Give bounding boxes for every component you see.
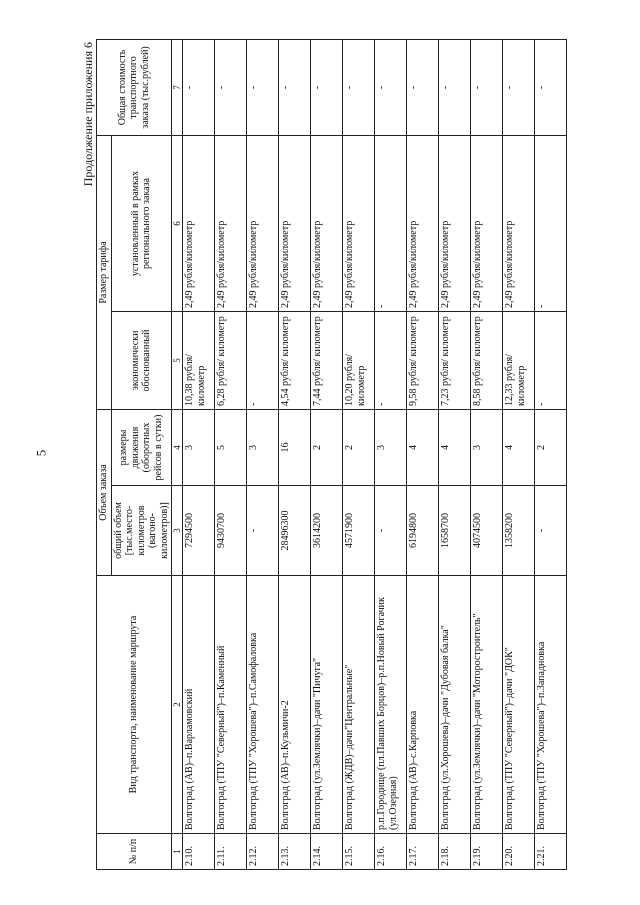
total-cost-value: - <box>343 39 375 135</box>
header-regional: установленный в рамках регионального заказа <box>111 135 172 311</box>
total-volume-value: - <box>247 486 279 576</box>
table-row <box>343 39 375 869</box>
continuation-caption: Продолжение приложения 6 <box>81 42 95 187</box>
economic-tariff-value: 9,58 рубля/ километр <box>407 311 439 409</box>
table-row <box>471 39 503 869</box>
traffic-size-value: 4 <box>503 409 535 485</box>
regional-tariff-value: 2,49 рубля/километр <box>503 135 535 311</box>
total-cost-value: - <box>375 39 407 135</box>
regional-tariff-value: 2,49 рубля/километр <box>311 135 343 311</box>
economic-tariff-value: - <box>247 311 279 409</box>
regional-tariff-value: 2,49 рубля/километр <box>439 135 471 311</box>
column-number: 1 <box>172 834 183 870</box>
total-cost-value: - <box>503 39 535 135</box>
total-cost-value: - <box>471 39 503 135</box>
header-volume-group: Объем заказа <box>97 409 112 575</box>
traffic-size-value: 5 <box>215 409 247 485</box>
economic-tariff-value: 8,58 рубля/ километр <box>471 311 503 409</box>
economic-tariff-value: 4,54 рубля/ километр <box>279 311 311 409</box>
economic-tariff-value: 7,44 рубля/ километр <box>311 311 343 409</box>
row-number: 2.18. <box>439 834 471 870</box>
table-row <box>407 39 439 869</box>
row-number: 2.19. <box>471 834 503 870</box>
regional-tariff-value: - <box>375 135 407 311</box>
regional-tariff-value: 2,49 рубля/километр <box>183 135 215 311</box>
traffic-size-value: 2 <box>535 409 567 485</box>
economic-tariff-value: 6,28 рубля/ километр <box>215 311 247 409</box>
route-name: Волгоград (ТПУ "Хорошева")–п.Самофаловка <box>247 576 279 834</box>
route-name: Волгоград (ТПУ "Северный")–дачи "ДОК" <box>503 576 535 834</box>
route-name: Волгоград (ул.Землячки)–дачи "Моторостроитель" <box>471 576 503 834</box>
regional-tariff-value: 2,49 рубля/километр <box>279 135 311 311</box>
table-row <box>247 39 279 869</box>
header-tariff-group: Размер тарифа <box>97 135 112 409</box>
row-number: 2.13. <box>279 834 311 870</box>
regional-tariff-value: 2,49 рубля/километр <box>407 135 439 311</box>
total-volume-value: 4074500 <box>471 486 503 576</box>
column-number: 6 <box>172 135 183 311</box>
column-number: 4 <box>172 409 183 485</box>
route-name: Волгоград (АВ)–с.Карповка <box>407 576 439 834</box>
table-body <box>183 39 567 869</box>
total-cost-value: - <box>215 39 247 135</box>
table-row <box>439 39 471 869</box>
economic-tariff-value: - <box>535 311 567 409</box>
row-number: 2.12. <box>247 834 279 870</box>
total-volume-value: 4571900 <box>343 486 375 576</box>
route-name: р.п.Городище (пл.Павших Борцов)–р.п.Новый Рогачик (ул.Озерная) <box>375 576 407 834</box>
column-number-row <box>172 39 183 869</box>
route-name: Волгоград (ЖДВ)–дачи"Центральные" <box>343 576 375 834</box>
traffic-size-value: 3 <box>183 409 215 485</box>
table-row <box>311 39 343 869</box>
header-num: № п/п <box>97 834 172 870</box>
row-number: 2.14. <box>311 834 343 870</box>
regional-tariff-value: 2,49 рубля/километр <box>215 135 247 311</box>
economic-tariff-value: 12,33 рубля/ километр <box>503 311 535 409</box>
total-volume-value: - <box>535 486 567 576</box>
traffic-size-value: 16 <box>279 409 311 485</box>
row-number: 2.17. <box>407 834 439 870</box>
column-number: 5 <box>172 311 183 409</box>
traffic-size-value: 2 <box>343 409 375 485</box>
regional-tariff-value: 2,49 рубля/километр <box>247 135 279 311</box>
row-number: 2.20. <box>503 834 535 870</box>
row-number: 2.11. <box>215 834 247 870</box>
total-cost-value: - <box>439 39 471 135</box>
total-volume-value: 28496300 <box>279 486 311 576</box>
transport-order-table <box>96 39 567 870</box>
table-row <box>183 39 215 869</box>
traffic-size-value: 3 <box>247 409 279 485</box>
total-volume-value: 9430700 <box>215 486 247 576</box>
total-cost-value: - <box>535 39 567 135</box>
traffic-size-value: 3 <box>471 409 503 485</box>
table-row <box>215 39 247 869</box>
header-row-top <box>97 39 112 869</box>
row-number: 2.15. <box>343 834 375 870</box>
route-name: Волгоград (АВ)–п.Варламовский <box>183 576 215 834</box>
total-volume-value: - <box>375 486 407 576</box>
total-volume-value: 7294500 <box>183 486 215 576</box>
column-number: 7 <box>172 39 183 135</box>
economic-tariff-value: 10,20 рубля/ километр <box>343 311 375 409</box>
traffic-size-value: 2 <box>311 409 343 485</box>
rotated-page-content <box>80 40 567 870</box>
page-number: 5 <box>33 449 49 457</box>
header-economic: экономически обоснованный <box>111 311 172 409</box>
route-name: Волгоград (ул.Хорошева)–дачи "Дубовая балка" <box>439 576 471 834</box>
table-row <box>279 39 311 869</box>
header-total-cost: Общая стоимость транспортного заказа (тыс.рублей) <box>97 39 172 135</box>
row-number: 2.10. <box>183 834 215 870</box>
row-number: 2.21. <box>535 834 567 870</box>
header-traffic-size: размеры движения (оборотных рейсов в сутки) <box>111 409 172 485</box>
total-volume-value: 1658700 <box>439 486 471 576</box>
total-cost-value: - <box>279 39 311 135</box>
total-cost-value: - <box>247 39 279 135</box>
total-volume-value: 1358200 <box>503 486 535 576</box>
table-row <box>503 39 535 869</box>
route-name: Волгоград (АВ)–п.Кузьмичи-2 <box>279 576 311 834</box>
row-number: 2.16. <box>375 834 407 870</box>
table-row <box>535 39 567 869</box>
total-cost-value: - <box>311 39 343 135</box>
route-name: Волгоград (ул.Землячки)–дачи "Пичуга" <box>311 576 343 834</box>
traffic-size-value: 4 <box>439 409 471 485</box>
economic-tariff-value: 10,38 рубля/ километр <box>183 311 215 409</box>
regional-tariff-value: 2,49 рубля/километр <box>471 135 503 311</box>
traffic-size-value: 4 <box>407 409 439 485</box>
route-name: Волгоград (ТПУ "Хорошева")–п.Западновка <box>535 576 567 834</box>
economic-tariff-value: - <box>375 311 407 409</box>
total-cost-value: - <box>183 39 215 135</box>
regional-tariff-value: - <box>535 135 567 311</box>
column-number: 3 <box>172 486 183 576</box>
traffic-size-value: 3 <box>375 409 407 485</box>
column-number: 2 <box>172 576 183 834</box>
total-volume-value: 3614200 <box>311 486 343 576</box>
table-row <box>375 39 407 869</box>
route-name: Волгоград (ТПУ "Северный")–п.Каменный <box>215 576 247 834</box>
total-cost-value: - <box>407 39 439 135</box>
regional-tariff-value: 2,49 рубля/километр <box>343 135 375 311</box>
total-volume-value: 6194800 <box>407 486 439 576</box>
header-route: Вид транспорта, наименование маршрута <box>97 576 172 834</box>
header-total-volume: общий объем [тыс.место-километров (вагоно-километров)] <box>111 486 172 576</box>
economic-tariff-value: 7,23 рубля/ километр <box>439 311 471 409</box>
